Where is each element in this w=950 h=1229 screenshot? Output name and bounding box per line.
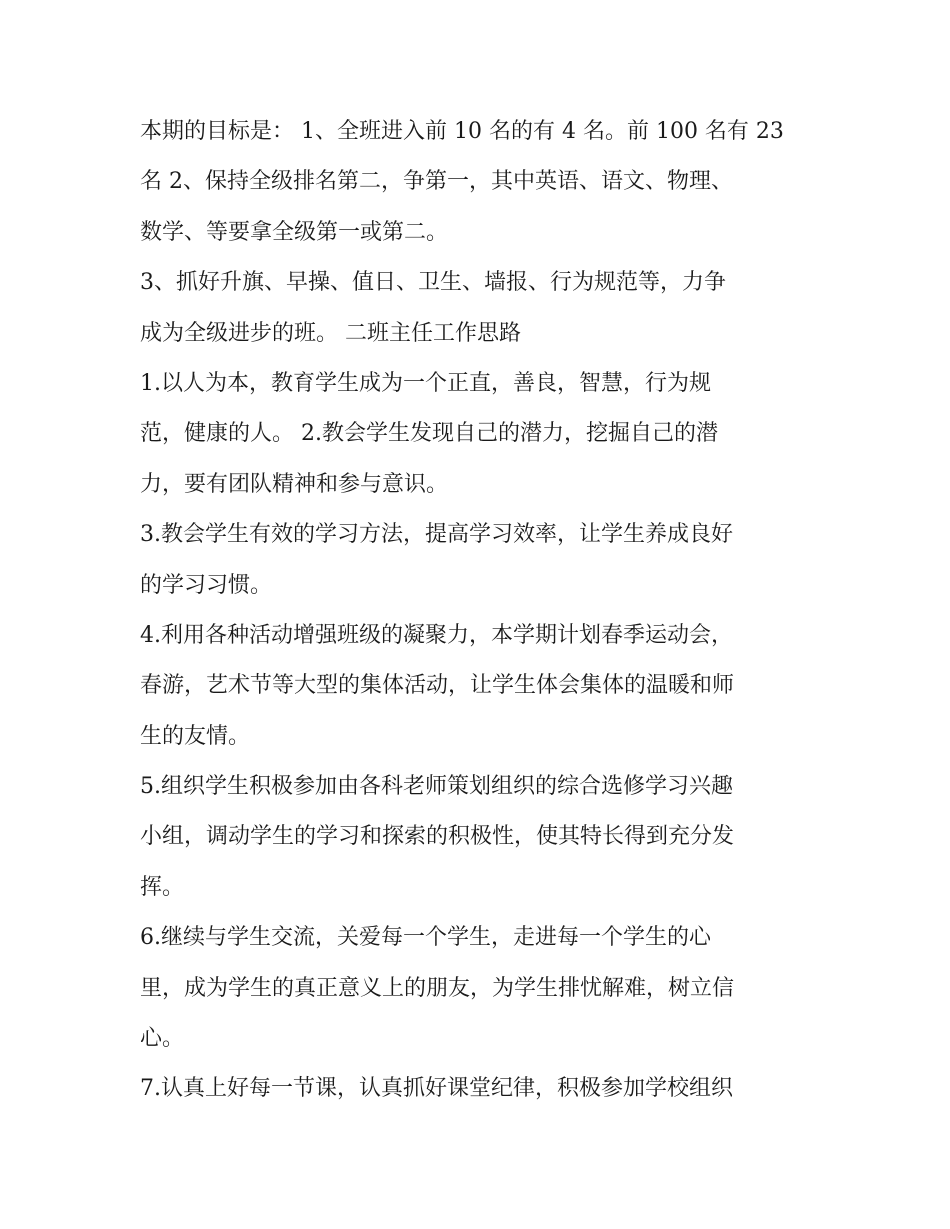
text-line: 生的友情。 — [140, 723, 251, 749]
text-line: 范，健康的人。 2.教会学生发现自己的潜力，挖掘自己的潜 — [140, 421, 718, 447]
text-line: 3.教会学生有效的学习方法，提高学习效率，让学生养成良好 — [140, 522, 733, 548]
text-line: 心。 — [140, 1026, 185, 1052]
text-line: 1.以人为本，教育学生成为一个正直，善良，智慧，行为规 — [140, 370, 711, 396]
text-line: 3、抓好升旗、早操、值日、卫生、墙报、行为规范等，力争 — [140, 270, 726, 296]
text-line: 6.继续与学生交流，关爱每一个学生，走进每一个学生的心 — [140, 925, 711, 951]
text-line: 挥。 — [140, 874, 185, 900]
text-line: 成为全级进步的班。 二班主任工作思路 — [140, 320, 521, 346]
text-line: 7.认真上好每一节课，认真抓好课堂纪律，积极参加学校组织 — [140, 1076, 733, 1102]
text-line: 4.利用各种活动增强班级的凝聚力，本学期计划春季运动会， — [140, 622, 733, 648]
text-line: 名 2、保持全级排名第二，争第一，其中英语、语文、物理、 — [140, 169, 733, 195]
text-line: 力，要有团队精神和参与意识。 — [140, 471, 449, 497]
document-body — [140, 107, 820, 1115]
text-line: 春游，艺术节等大型的集体活动，让学生体会集体的温暖和师 — [140, 673, 735, 699]
text-line: 5.组织学生积极参加由各科老师策划组织的综合选修学习兴趣 — [140, 774, 733, 800]
text-line: 本期的目标是： 1、全班进入前 10 名的有 4 名。前 100 名有 23 — [140, 119, 784, 144]
text-line: 的学习习惯。 — [140, 572, 273, 598]
text-line: 小组，调动学生的学习和探索的积极性，使其特长得到充分发 — [140, 824, 735, 850]
text-line: 里，成为学生的真正意义上的朋友，为学生排忧解难，树立信 — [140, 975, 735, 1001]
text-line: 数学、等要拿全级第一或第二。 — [140, 219, 449, 245]
